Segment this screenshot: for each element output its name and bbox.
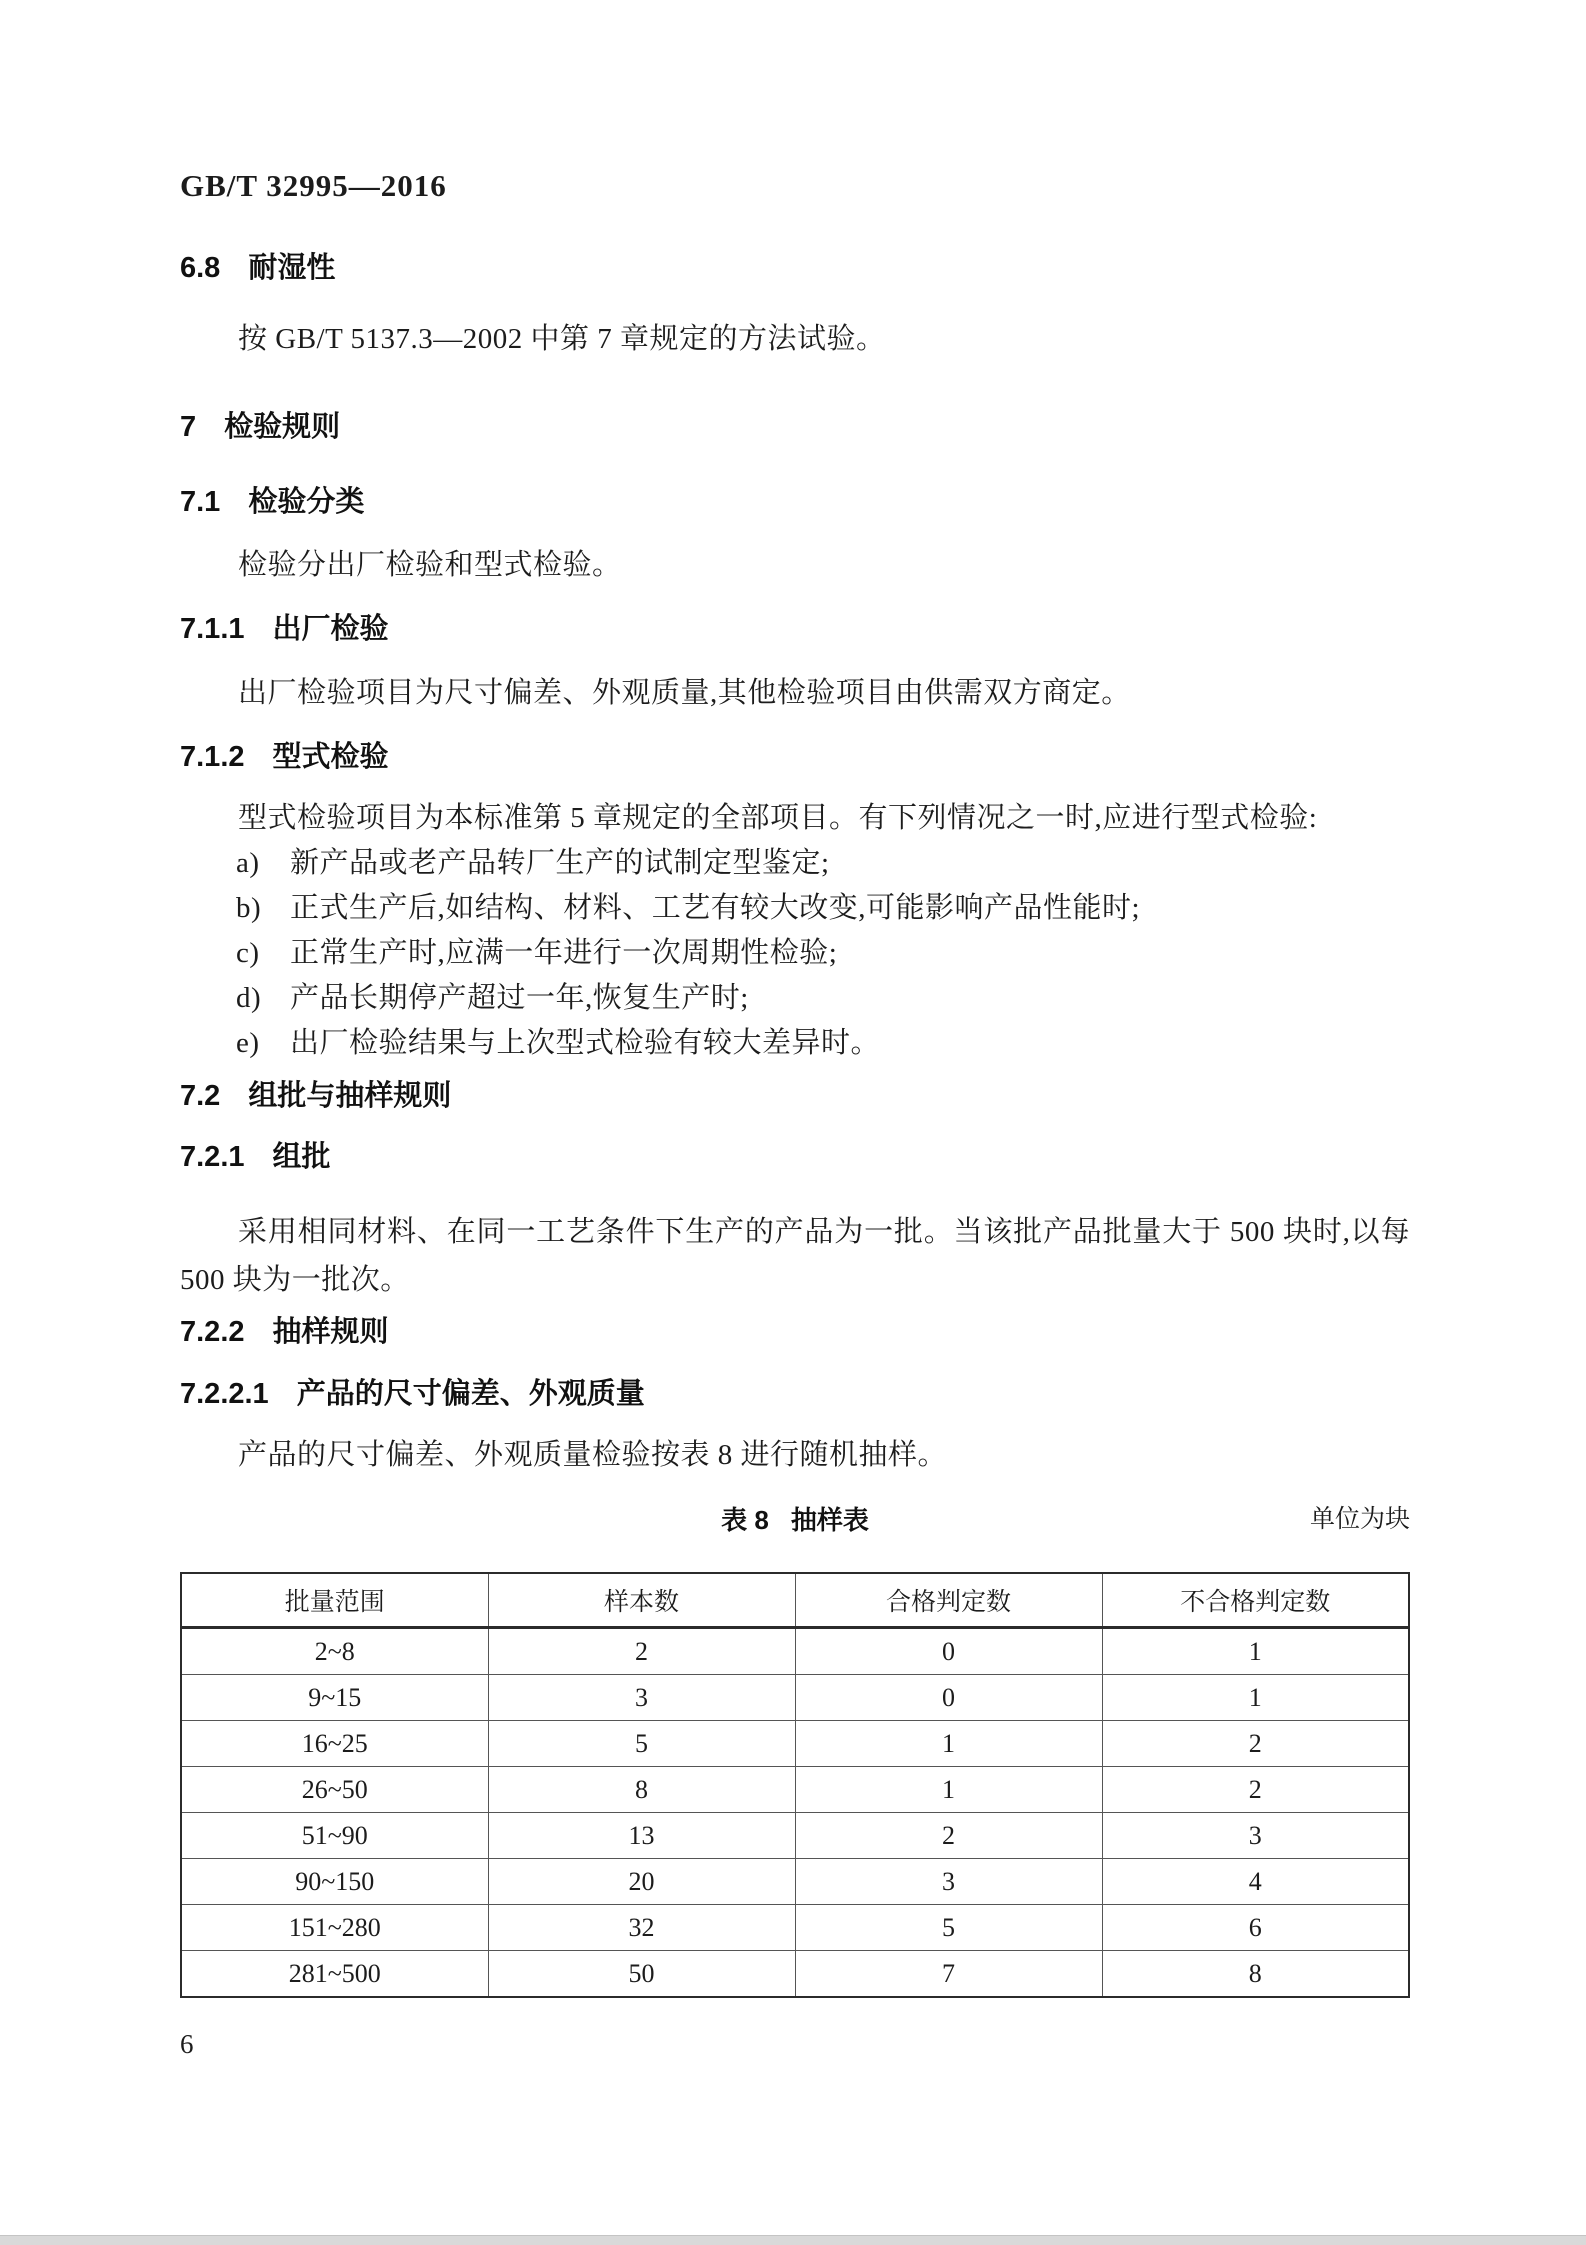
document-page [180, 0, 1410, 2061]
table-row [181, 1859, 1409, 1905]
paragraph-factory-inspection: 出厂检验项目为尺寸偏差、外观质量,其他检验项目由供需双方商定。 [238, 677, 1131, 709]
cell-accept-number: 1 [795, 1721, 1102, 1767]
cell-accept-number: 3 [795, 1859, 1102, 1905]
type-test-item-c [180, 936, 1410, 970]
cell-sample-size: 2 [488, 1628, 795, 1675]
cell-batch-range: 281~500 [181, 1951, 488, 1998]
cell-accept-number: 0 [795, 1675, 1102, 1721]
section-heading-7-2-1 [180, 1139, 1410, 1175]
table-row [181, 1628, 1409, 1675]
list-item-text: 出厂检验结果与上次型式检验有较大差异时。 [290, 1027, 881, 1059]
heading-number: 6.8 [180, 252, 221, 284]
page-number: 6 [180, 2029, 194, 2059]
heading-title: 组批与抽样规则 [248, 1080, 452, 1112]
heading-number: 7.2.2.1 [180, 1378, 269, 1410]
table-row [181, 1951, 1409, 1998]
standard-number-header: GB/T 32995—2016 [180, 168, 447, 203]
section-heading-6-8 [180, 250, 1410, 286]
list-item-text: 正常生产时,应满一年进行一次周期性检验; [290, 937, 838, 969]
heading-title: 抽样规则 [272, 1316, 389, 1348]
cell-reject-number: 2 [1102, 1721, 1409, 1767]
cell-reject-number: 8 [1102, 1951, 1409, 1998]
section-heading-7-1-2 [180, 739, 1410, 775]
heading-title: 型式检验 [272, 741, 389, 773]
cell-sample-size: 32 [488, 1905, 795, 1951]
cell-batch-range: 151~280 [181, 1905, 488, 1951]
cell-sample-size: 20 [488, 1859, 795, 1905]
list-item-label: d) [236, 982, 262, 1014]
list-item-text: 新产品或老产品转厂生产的试制定型鉴定; [290, 847, 830, 879]
cell-accept-number: 5 [795, 1905, 1102, 1951]
cell-sample-size: 5 [488, 1721, 795, 1767]
column-header-batch-range: 批量范围 [181, 1573, 488, 1628]
table-caption-title: 抽样表 [790, 1505, 869, 1535]
scan-bottom-edge [0, 2235, 1586, 2245]
cell-accept-number: 0 [795, 1628, 1102, 1675]
column-header-sample-size: 样本数 [488, 1573, 795, 1628]
cell-reject-number: 2 [1102, 1767, 1409, 1813]
table-caption [721, 1505, 869, 1535]
table-row [181, 1813, 1409, 1859]
heading-number: 7 [180, 411, 197, 443]
section-heading-7-2 [180, 1078, 1410, 1114]
section-heading-7-2-2-1 [180, 1376, 1410, 1412]
cell-batch-range: 26~50 [181, 1767, 488, 1813]
list-item-label: c) [236, 937, 260, 969]
table-row [181, 1767, 1409, 1813]
cell-reject-number: 3 [1102, 1813, 1409, 1859]
section-heading-7-1-1 [180, 611, 1410, 647]
list-item-label: e) [236, 1027, 260, 1059]
sampling-table [180, 1572, 1410, 1998]
type-test-item-a [180, 846, 1410, 880]
heading-title: 检验分类 [248, 486, 365, 518]
cell-accept-number: 7 [795, 1951, 1102, 1998]
type-test-item-e [180, 1026, 1410, 1060]
cell-batch-range: 2~8 [181, 1628, 488, 1675]
section-heading-7 [180, 409, 1410, 445]
type-test-item-d [180, 981, 1410, 1015]
table-row [181, 1675, 1409, 1721]
list-item-text: 产品长期停产超过一年,恢复生产时; [290, 982, 749, 1014]
cell-reject-number: 1 [1102, 1675, 1409, 1721]
cell-accept-number: 1 [795, 1767, 1102, 1813]
cell-batch-range: 51~90 [181, 1813, 488, 1859]
cell-sample-size: 8 [488, 1767, 795, 1813]
table-row [181, 1905, 1409, 1951]
column-header-accept-number: 合格判定数 [795, 1573, 1102, 1628]
paragraph-batching: 采用相同材料、在同一工艺条件下生产的产品为一批。当该批产品批量大于 500 块时,以每 500 块为一批次。 [180, 1216, 1410, 1296]
cell-reject-number: 6 [1102, 1905, 1409, 1951]
paragraph-sampling-intro: 产品的尺寸偏差、外观质量检验按表 8 进行随机抽样。 [238, 1439, 948, 1471]
cell-sample-size: 13 [488, 1813, 795, 1859]
paragraph-humidity-test: 按 GB/T 5137.3—2002 中第 7 章规定的方法试验。 [238, 323, 886, 355]
cell-batch-range: 90~150 [181, 1859, 488, 1905]
list-item-text: 正式生产后,如结构、材料、工艺有较大改变,可能影响产品性能时; [290, 892, 1141, 924]
paragraph-inspection-classes: 检验分出厂检验和型式检验。 [238, 549, 622, 581]
table-caption-label: 表 8 [721, 1505, 769, 1535]
table-caption-row [180, 1503, 1410, 1538]
heading-number: 7.1 [180, 486, 221, 518]
list-item-label: b) [236, 892, 262, 924]
heading-number: 7.1.2 [180, 741, 245, 773]
table-header-row [181, 1573, 1409, 1628]
section-heading-7-2-2 [180, 1314, 1410, 1350]
type-test-item-b [180, 891, 1410, 925]
heading-title: 耐湿性 [248, 252, 336, 284]
heading-number: 7.2.2 [180, 1316, 245, 1348]
table-row [181, 1721, 1409, 1767]
heading-title: 组批 [272, 1141, 331, 1173]
heading-title: 检验规则 [224, 411, 341, 443]
cell-sample-size: 50 [488, 1951, 795, 1998]
paragraph-type-test-intro: 型式检验项目为本标准第 5 章规定的全部项目。有下列情况之一时,应进行型式检验: [238, 802, 1318, 834]
list-item-label: a) [236, 847, 260, 879]
cell-accept-number: 2 [795, 1813, 1102, 1859]
cell-batch-range: 16~25 [181, 1721, 488, 1767]
heading-number: 7.2.1 [180, 1141, 245, 1173]
heading-title: 产品的尺寸偏差、外观质量 [296, 1378, 645, 1410]
heading-title: 出厂检验 [272, 613, 389, 645]
unit-note: 单位为块 [1309, 1506, 1410, 1533]
cell-reject-number: 4 [1102, 1859, 1409, 1905]
cell-reject-number: 1 [1102, 1628, 1409, 1675]
column-header-reject-number: 不合格判定数 [1102, 1573, 1409, 1628]
heading-number: 7.2 [180, 1080, 221, 1112]
cell-sample-size: 3 [488, 1675, 795, 1721]
cell-batch-range: 9~15 [181, 1675, 488, 1721]
heading-number: 7.1.1 [180, 613, 245, 645]
section-heading-7-1 [180, 484, 1410, 520]
